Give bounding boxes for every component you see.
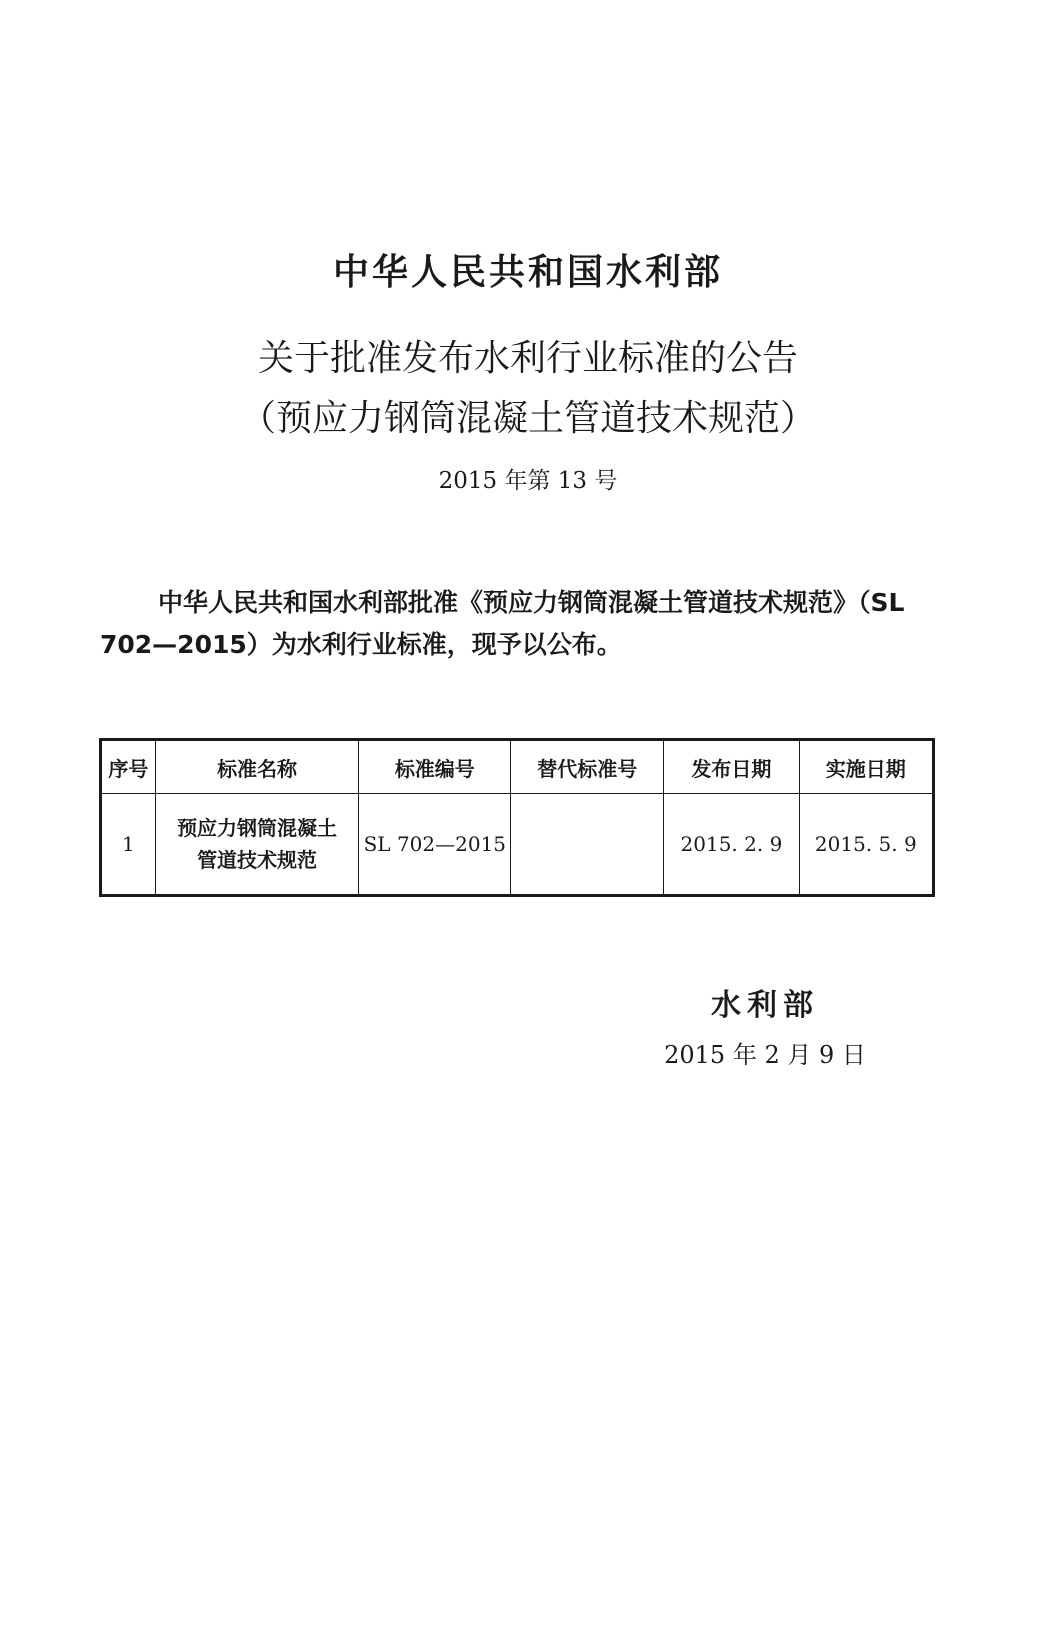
table-row [101,794,934,896]
cell-replaced-code [511,794,664,896]
standards-table [99,738,935,897]
table-header-row [101,740,934,794]
header-standard-code: 标准编号 [359,740,511,794]
cell-seq: 1 [101,794,156,896]
signing-date: 2015 年 2 月 9 日 [664,1041,866,1069]
cell-standard-code: SL 702—2015 [359,794,511,896]
announcement-title: 关于批准发布水利行业标准的公告 [257,338,798,379]
header-publish-date: 发布日期 [664,740,799,794]
cell-effective-date: 2015. 5. 9 [799,794,933,896]
header-effective-date: 实施日期 [799,740,933,794]
document-number: 2015 年第 13 号 [438,468,618,494]
standard-name-line1: 预应力钢筒混凝土 [177,816,338,840]
standard-name-line2: 管道技术规范 [197,848,318,872]
cell-publish-date: 2015. 2. 9 [664,794,799,896]
issuing-ministry: 中华人民共和国水利部 [332,252,723,293]
header-replaced-code: 替代标准号 [511,740,664,794]
header-standard-name: 标准名称 [155,740,359,794]
announcement-body: 中华人民共和国水利部批准《预应力钢筒混凝土管道技术规范》（SL 702—2015）为水利行业标准，现予以公布。 [100,588,905,659]
header-seq: 序号 [101,740,156,794]
announcement-subtitle: （预应力钢筒混凝土管道技术规范） [239,398,816,439]
signer: 水利部 [711,988,819,1023]
cell-standard-name [155,794,359,896]
